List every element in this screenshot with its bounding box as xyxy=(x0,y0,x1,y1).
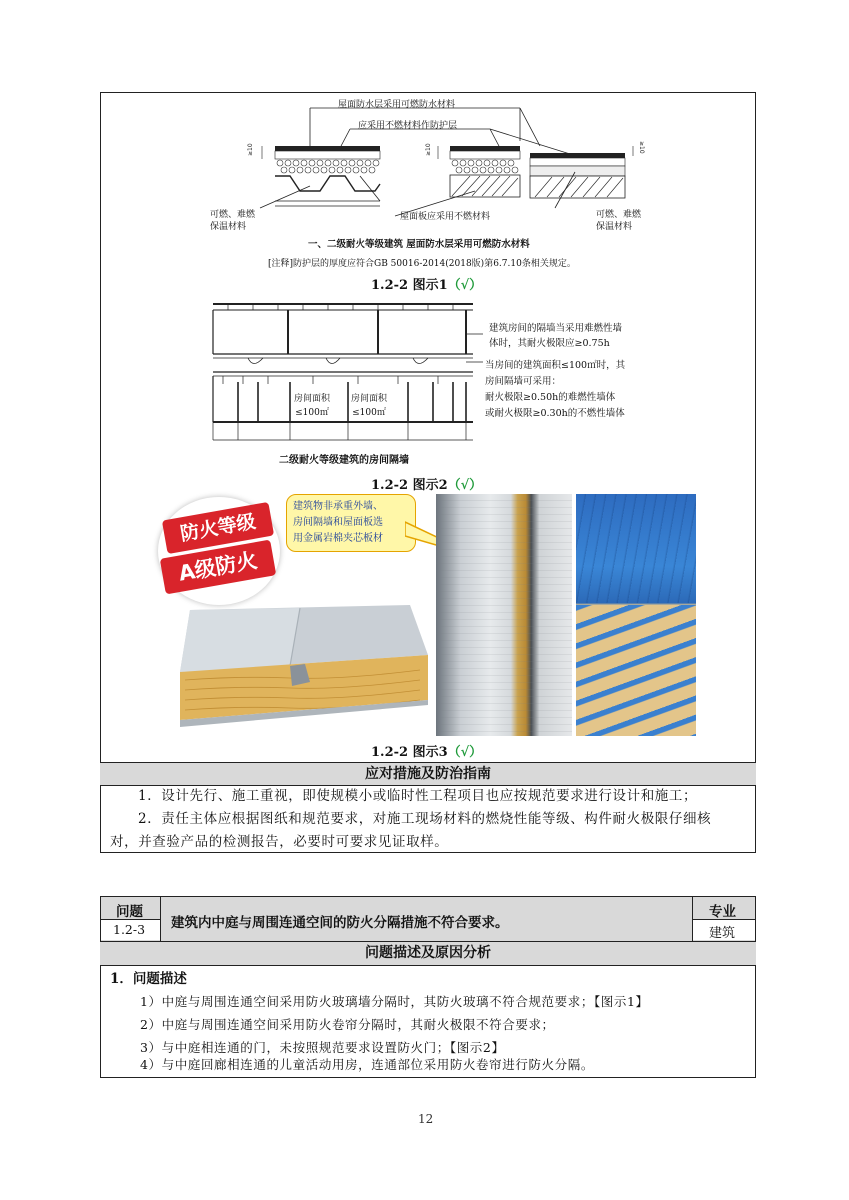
measures-header: 应对措施及防治指南 xyxy=(100,762,756,786)
fig1-label-right: 可燃、难燃 保温材料 xyxy=(596,210,642,232)
major-label: 专业 xyxy=(709,904,736,920)
fire-rating-badge xyxy=(158,497,280,605)
svg-text:≥10: ≥10 xyxy=(247,143,254,156)
measures-p2-line2: 对，并查验产品的检测报告，必要时可要求见证取样。 xyxy=(110,834,449,850)
fig1-label-mid: 屋面板应采用不燃材料 xyxy=(400,212,491,222)
major-value: 建筑 xyxy=(709,926,736,941)
sandwich-panel-photo xyxy=(160,600,430,735)
fig2-note2-line1: 当房间的建筑面积≤100㎡时，其 xyxy=(485,360,626,371)
fig1-label-top1: 屋面防水层采用可燃防水材料 xyxy=(338,100,456,110)
fig2-note2-line2: 房间隔墙可采用： xyxy=(485,376,562,387)
measures-p1: 1．设计先行、施工重视，即使规模小或临时性工程项目也应按规范要求进行设计和施工； xyxy=(138,788,698,804)
issue-title: 建筑内中庭与周围连通空间的防火分隔措施不符合要求。 xyxy=(171,915,509,931)
fig2-caption: 1.2-2 图示2（√） xyxy=(371,478,483,493)
desc-item: 2）中庭与周围连通空间采用防火卷帘分隔时，其耐火极限不符合要求； xyxy=(140,1017,555,1032)
fig1-label-top2: 应采用不燃材料作防护层 xyxy=(358,121,458,131)
roof-panel-photo xyxy=(576,494,696,736)
fig1-label-left: 可燃、难燃 保温材料 xyxy=(210,210,256,232)
desc-item: 4）与中庭回廊相连通的儿童活动用房，连通部位采用防火卷帘进行防火分隔。 xyxy=(140,1057,594,1072)
wall-panel-photo xyxy=(436,494,572,736)
fig2-room2-label: 房间面积 ≤100㎡ xyxy=(351,394,388,418)
fig2-note2-line4: 或耐火极限≥0.30h的不燃性墙体 xyxy=(485,408,625,419)
desc-title: 1．问题描述 xyxy=(110,971,187,987)
fig2-note2-line3: 耐火极限≥0.50h的难燃性墙体 xyxy=(485,392,616,403)
issue-label: 问题 xyxy=(116,904,143,920)
fig1-note: [注释]防护层的厚度应符合GB 50016-2014(2018版)第6.7.10条相关规定。 xyxy=(268,259,576,269)
fig2-subtitle: 二级耐火等级建筑的房间隔墙 xyxy=(279,455,409,466)
analysis-header: 问题描述及原因分析 xyxy=(100,941,756,966)
badge-line2: A级防火 xyxy=(160,540,277,595)
fig2-note1-line1: 建筑房间的隔墙当采用难燃性墙 xyxy=(489,323,623,334)
badge-line1: 防火等级 xyxy=(162,502,274,554)
page-number: 12 xyxy=(418,1112,434,1126)
check-mark: （√） xyxy=(447,478,483,493)
fig1-caption: 1.2-2 图示1（√） xyxy=(371,278,483,293)
desc-item: 3）与中庭相连通的门，未按照规范要求设置防火门；【图示2】 xyxy=(140,1040,505,1055)
svg-text:≥10: ≥10 xyxy=(638,141,645,154)
callout-bubble: 建筑物非承重外墙、 房间隔墙和屋面板选 用金属岩棉夹芯板材 xyxy=(286,494,416,552)
desc-item: 1）中庭与周围连通空间采用防火玻璃墙分隔时，其防火玻璃不符合规范要求；【图示1】 xyxy=(140,994,649,1009)
measures-p2-line1: 2．责任主体应根据图纸和规范要求，对施工现场材料的燃烧性能等级、构件耐火极限仔细核 xyxy=(138,811,712,827)
issue-code: 1.2-3 xyxy=(113,922,146,937)
fig3-caption: 1.2-2 图示3（√） xyxy=(371,745,483,760)
check-mark: （√） xyxy=(447,745,483,760)
fig2-room1-label: 房间面积 ≤100㎡ xyxy=(294,394,331,418)
fig2-note1-line2: 体时，其耐火极限应≥0.75h xyxy=(489,338,610,349)
svg-text:≥10: ≥10 xyxy=(425,143,432,156)
fig1-subtitle: 一、二级耐火等级建筑 屋面防水层采用可燃防水材料 xyxy=(308,239,530,250)
check-mark: （√） xyxy=(447,278,483,293)
